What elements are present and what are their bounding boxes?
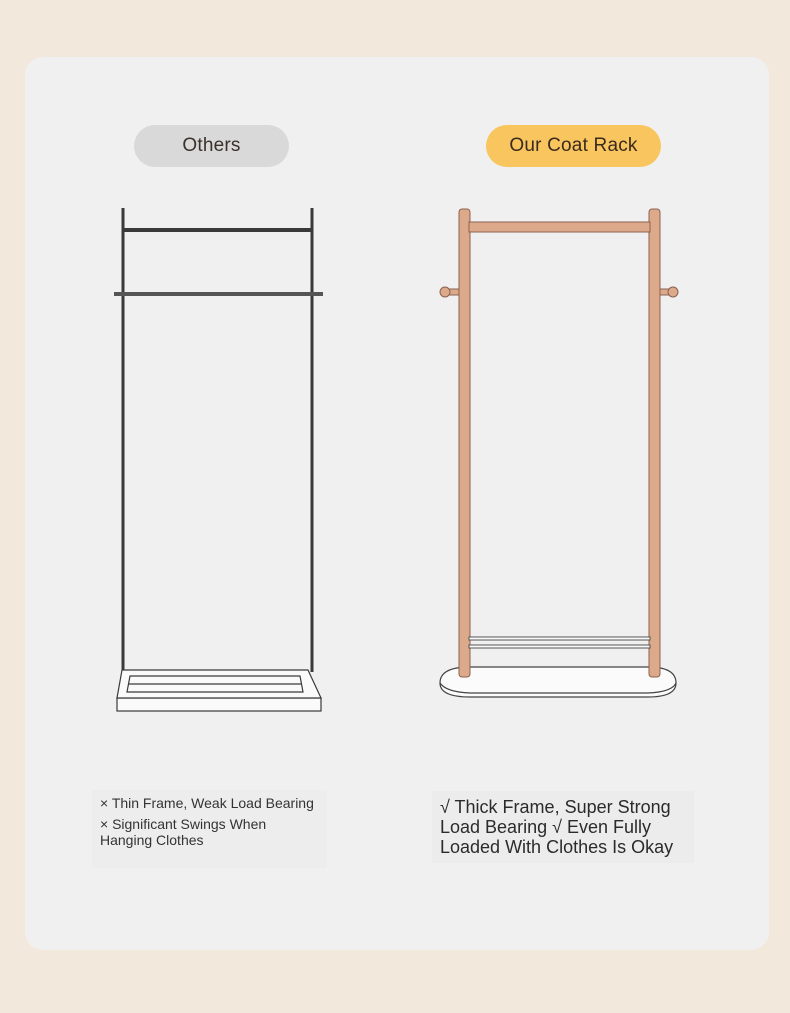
our-coat-rack-caption: √ Thick Frame, Super Strong Load Bearing √ Even Fully Loaded With Clothes Is Okay: [432, 791, 694, 863]
others-caption-line-1: × Thin Frame, Weak Load Bearing: [100, 795, 314, 811]
others-caption-line-2: × Significant Swings When Hanging Clothes: [100, 816, 267, 848]
others-caption: [92, 790, 327, 868]
others-label: Others: [134, 125, 289, 167]
our-coat-rack-label: Our Coat Rack: [486, 125, 661, 167]
